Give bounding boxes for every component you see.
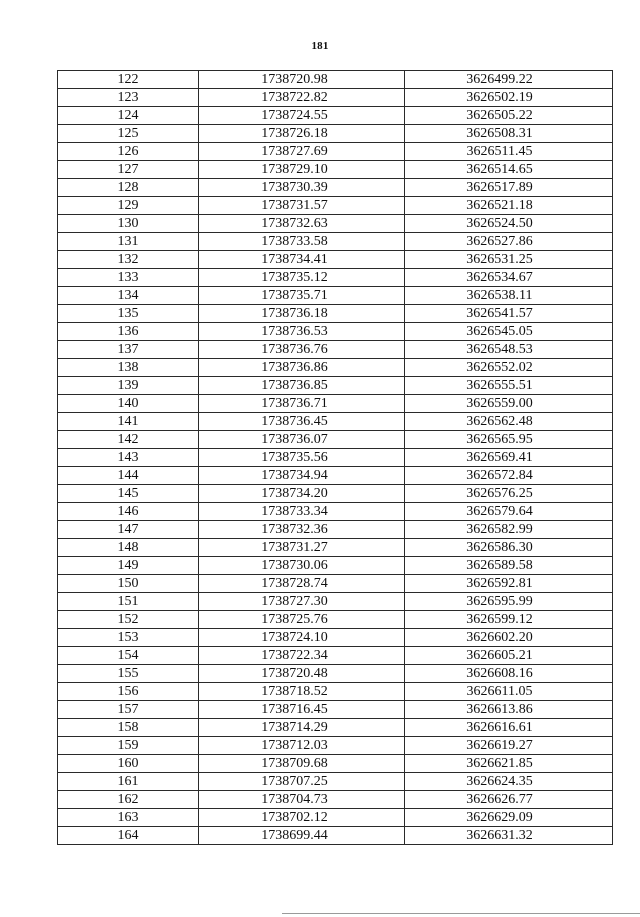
- x-coordinate-cell: 1738726.18: [199, 125, 405, 143]
- point-number-cell: 124: [58, 107, 199, 125]
- x-coordinate-cell: 1738699.44: [199, 827, 405, 845]
- point-number-cell: 132: [58, 251, 199, 269]
- x-coordinate-cell: 1738736.07: [199, 431, 405, 449]
- point-number-cell: 138: [58, 359, 199, 377]
- y-coordinate-cell: 3626621.85: [405, 755, 613, 773]
- coordinates-table-body: [58, 71, 613, 845]
- table-row: [58, 107, 613, 125]
- point-number-cell: 162: [58, 791, 199, 809]
- table-row: [58, 143, 613, 161]
- x-coordinate-cell: 1738714.29: [199, 719, 405, 737]
- table-row: [58, 287, 613, 305]
- table-row: [58, 413, 613, 431]
- y-coordinate-cell: 3626548.53: [405, 341, 613, 359]
- y-coordinate-cell: 3626629.09: [405, 809, 613, 827]
- x-coordinate-cell: 1738709.68: [199, 755, 405, 773]
- table-row: [58, 629, 613, 647]
- table-row: [58, 665, 613, 683]
- point-number-cell: 129: [58, 197, 199, 215]
- table-row: [58, 539, 613, 557]
- x-coordinate-cell: 1738731.27: [199, 539, 405, 557]
- x-coordinate-cell: 1738733.34: [199, 503, 405, 521]
- y-coordinate-cell: 3626605.21: [405, 647, 613, 665]
- x-coordinate-cell: 1738728.74: [199, 575, 405, 593]
- x-coordinate-cell: 1738716.45: [199, 701, 405, 719]
- table-row: [58, 719, 613, 737]
- table-row: [58, 377, 613, 395]
- y-coordinate-cell: 3626565.95: [405, 431, 613, 449]
- point-number-cell: 128: [58, 179, 199, 197]
- x-coordinate-cell: 1738722.82: [199, 89, 405, 107]
- point-number-cell: 163: [58, 809, 199, 827]
- point-number-cell: 145: [58, 485, 199, 503]
- point-number-cell: 146: [58, 503, 199, 521]
- table-row: [58, 125, 613, 143]
- point-number-cell: 143: [58, 449, 199, 467]
- y-coordinate-cell: 3626608.16: [405, 665, 613, 683]
- table-row: [58, 161, 613, 179]
- point-number-cell: 149: [58, 557, 199, 575]
- y-coordinate-cell: 3626595.99: [405, 593, 613, 611]
- x-coordinate-cell: 1738727.69: [199, 143, 405, 161]
- table-row: [58, 485, 613, 503]
- point-number-cell: 127: [58, 161, 199, 179]
- table-row: [58, 791, 613, 809]
- table-row: [58, 323, 613, 341]
- y-coordinate-cell: 3626521.18: [405, 197, 613, 215]
- y-coordinate-cell: 3626502.19: [405, 89, 613, 107]
- table-row: [58, 395, 613, 413]
- page-number: 181: [311, 40, 329, 52]
- point-number-cell: 150: [58, 575, 199, 593]
- y-coordinate-cell: 3626527.86: [405, 233, 613, 251]
- y-coordinate-cell: 3626616.61: [405, 719, 613, 737]
- point-number-cell: 147: [58, 521, 199, 539]
- y-coordinate-cell: 3626541.57: [405, 305, 613, 323]
- point-number-cell: 153: [58, 629, 199, 647]
- point-number-cell: 161: [58, 773, 199, 791]
- table-row: [58, 305, 613, 323]
- y-coordinate-cell: 3626511.45: [405, 143, 613, 161]
- y-coordinate-cell: 3626589.58: [405, 557, 613, 575]
- point-number-cell: 134: [58, 287, 199, 305]
- table-row: [58, 359, 613, 377]
- x-coordinate-cell: 1738732.63: [199, 215, 405, 233]
- table-row: [58, 215, 613, 233]
- x-coordinate-cell: 1738724.55: [199, 107, 405, 125]
- table-row: [58, 431, 613, 449]
- x-coordinate-cell: 1738736.76: [199, 341, 405, 359]
- y-coordinate-cell: 3626552.02: [405, 359, 613, 377]
- y-coordinate-cell: 3626631.32: [405, 827, 613, 845]
- table-row: [58, 737, 613, 755]
- table-row: [58, 197, 613, 215]
- table-row: [58, 233, 613, 251]
- x-coordinate-cell: 1738736.86: [199, 359, 405, 377]
- x-coordinate-cell: 1738704.73: [199, 791, 405, 809]
- table-row: [58, 503, 613, 521]
- y-coordinate-cell: 3626576.25: [405, 485, 613, 503]
- y-coordinate-cell: 3626599.12: [405, 611, 613, 629]
- y-coordinate-cell: 3626582.99: [405, 521, 613, 539]
- x-coordinate-cell: 1738707.25: [199, 773, 405, 791]
- x-coordinate-cell: 1738735.12: [199, 269, 405, 287]
- table-row: [58, 467, 613, 485]
- x-coordinate-cell: 1738731.57: [199, 197, 405, 215]
- y-coordinate-cell: 3626579.64: [405, 503, 613, 521]
- y-coordinate-cell: 3626569.41: [405, 449, 613, 467]
- x-coordinate-cell: 1738735.56: [199, 449, 405, 467]
- point-number-cell: 139: [58, 377, 199, 395]
- table-row: [58, 575, 613, 593]
- point-number-cell: 144: [58, 467, 199, 485]
- point-number-cell: 151: [58, 593, 199, 611]
- y-coordinate-cell: 3626613.86: [405, 701, 613, 719]
- point-number-cell: 148: [58, 539, 199, 557]
- table-row: [58, 251, 613, 269]
- x-coordinate-cell: 1738702.12: [199, 809, 405, 827]
- x-coordinate-cell: 1738722.34: [199, 647, 405, 665]
- y-coordinate-cell: 3626562.48: [405, 413, 613, 431]
- table-row: [58, 809, 613, 827]
- point-number-cell: 130: [58, 215, 199, 233]
- point-number-cell: 141: [58, 413, 199, 431]
- x-coordinate-cell: 1738735.71: [199, 287, 405, 305]
- x-coordinate-cell: 1738736.45: [199, 413, 405, 431]
- point-number-cell: 140: [58, 395, 199, 413]
- table-row: [58, 611, 613, 629]
- x-coordinate-cell: 1738733.58: [199, 233, 405, 251]
- y-coordinate-cell: 3626505.22: [405, 107, 613, 125]
- table-row: [58, 647, 613, 665]
- x-coordinate-cell: 1738724.10: [199, 629, 405, 647]
- x-coordinate-cell: 1738734.94: [199, 467, 405, 485]
- table-row: [58, 593, 613, 611]
- bottom-rule: [282, 913, 640, 914]
- point-number-cell: 156: [58, 683, 199, 701]
- table-row: [58, 773, 613, 791]
- point-number-cell: 125: [58, 125, 199, 143]
- y-coordinate-cell: 3626619.27: [405, 737, 613, 755]
- x-coordinate-cell: 1738734.41: [199, 251, 405, 269]
- point-number-cell: 126: [58, 143, 199, 161]
- y-coordinate-cell: 3626499.22: [405, 71, 613, 89]
- point-number-cell: 133: [58, 269, 199, 287]
- y-coordinate-cell: 3626611.05: [405, 683, 613, 701]
- y-coordinate-cell: 3626572.84: [405, 467, 613, 485]
- y-coordinate-cell: 3626602.20: [405, 629, 613, 647]
- point-number-cell: 157: [58, 701, 199, 719]
- point-number-cell: 152: [58, 611, 199, 629]
- y-coordinate-cell: 3626508.31: [405, 125, 613, 143]
- table-row: [58, 179, 613, 197]
- y-coordinate-cell: 3626517.89: [405, 179, 613, 197]
- y-coordinate-cell: 3626538.11: [405, 287, 613, 305]
- table-row: [58, 755, 613, 773]
- x-coordinate-cell: 1738736.18: [199, 305, 405, 323]
- table-row: [58, 71, 613, 89]
- point-number-cell: 154: [58, 647, 199, 665]
- point-number-cell: 137: [58, 341, 199, 359]
- point-number-cell: 122: [58, 71, 199, 89]
- table-row: [58, 89, 613, 107]
- y-coordinate-cell: 3626514.65: [405, 161, 613, 179]
- x-coordinate-cell: 1738725.76: [199, 611, 405, 629]
- point-number-cell: 160: [58, 755, 199, 773]
- x-coordinate-cell: 1738720.98: [199, 71, 405, 89]
- x-coordinate-cell: 1738712.03: [199, 737, 405, 755]
- point-number-cell: 155: [58, 665, 199, 683]
- x-coordinate-cell: 1738729.10: [199, 161, 405, 179]
- x-coordinate-cell: 1738720.48: [199, 665, 405, 683]
- y-coordinate-cell: 3626586.30: [405, 539, 613, 557]
- table-row: [58, 827, 613, 845]
- x-coordinate-cell: 1738736.71: [199, 395, 405, 413]
- x-coordinate-cell: 1738736.53: [199, 323, 405, 341]
- point-number-cell: 135: [58, 305, 199, 323]
- x-coordinate-cell: 1738730.39: [199, 179, 405, 197]
- point-number-cell: 164: [58, 827, 199, 845]
- table-row: [58, 701, 613, 719]
- y-coordinate-cell: 3626531.25: [405, 251, 613, 269]
- point-number-cell: 123: [58, 89, 199, 107]
- x-coordinate-cell: 1738732.36: [199, 521, 405, 539]
- y-coordinate-cell: 3626559.00: [405, 395, 613, 413]
- coordinates-table: [57, 70, 613, 845]
- x-coordinate-cell: 1738718.52: [199, 683, 405, 701]
- x-coordinate-cell: 1738727.30: [199, 593, 405, 611]
- table-row: [58, 521, 613, 539]
- point-number-cell: 158: [58, 719, 199, 737]
- point-number-cell: 131: [58, 233, 199, 251]
- y-coordinate-cell: 3626624.35: [405, 773, 613, 791]
- x-coordinate-cell: 1738734.20: [199, 485, 405, 503]
- point-number-cell: 159: [58, 737, 199, 755]
- y-coordinate-cell: 3626534.67: [405, 269, 613, 287]
- table-row: [58, 341, 613, 359]
- point-number-cell: 142: [58, 431, 199, 449]
- x-coordinate-cell: 1738730.06: [199, 557, 405, 575]
- table-row: [58, 683, 613, 701]
- y-coordinate-cell: 3626545.05: [405, 323, 613, 341]
- x-coordinate-cell: 1738736.85: [199, 377, 405, 395]
- y-coordinate-cell: 3626555.51: [405, 377, 613, 395]
- y-coordinate-cell: 3626524.50: [405, 215, 613, 233]
- y-coordinate-cell: 3626592.81: [405, 575, 613, 593]
- table-row: [58, 269, 613, 287]
- table-row: [58, 449, 613, 467]
- table-row: [58, 557, 613, 575]
- y-coordinate-cell: 3626626.77: [405, 791, 613, 809]
- point-number-cell: 136: [58, 323, 199, 341]
